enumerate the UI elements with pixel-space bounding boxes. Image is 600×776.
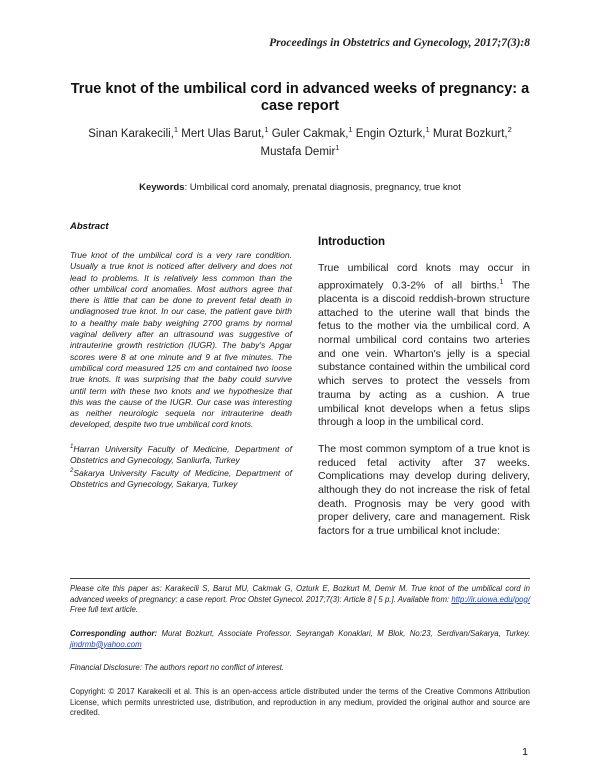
author-affiliation-mark: 2 xyxy=(507,125,512,134)
intro-p1-text: True umbilical cord knots may occur in approximately 0.3-2% of all births. xyxy=(318,262,530,292)
author-affiliation-mark: 1 xyxy=(335,143,340,153)
introduction-paragraph-1 xyxy=(318,262,530,430)
citation-note xyxy=(70,584,530,616)
affiliation-text: Sakarya University Faculty of Medicine, Department of Obstetrics and Gynecology, Sakarya, Turkey xyxy=(70,468,292,490)
author-name: Guler Cakmak, xyxy=(268,127,349,140)
keywords-label: Keywords xyxy=(139,182,185,193)
corresponding-author xyxy=(70,629,530,650)
author-name: Sinan Karakecili, xyxy=(88,127,174,140)
author-name: Murat Bozkurt, xyxy=(429,127,508,140)
journal-citation-header: Proceedings in Obstetrics and Gynecology, 2017;7(3):8 xyxy=(269,37,530,49)
intro-p1-text-cont: The placenta is a discoid reddish-brown structure attached to the uterine wall that binds the fetus to the mother via the umbilical cord. A normal umbilical cord contains two arteries and one vein. Wharton's jelly is a special substance contained within the umbilical cord which serves to protect the vessels from trauma by acting as a cushion. A true umbilical knot develops when a fetus slips through a loop in the umbilical cord. xyxy=(318,279,531,429)
abstract-body: True knot of the umbilical cord is a very rare condition. Usually a true knot is noticed after delivery and does not lead to problems. It is relatively less common than the other umbilical cord anomalies. Most authors agree that there is little that can be done to prevent fetal death in undiagnosed true knot. In our case, the patient gave birth to a healthy male baby weighing 2700 grams by normal vaginal delivery after an ultrasound was suggestive of intrauterine growth restriction (IUGR). The baby's Apgar scores were 8 at one minute and 9 at five minutes. The umbilical cord measured 125 cm and contained two loose true knots. It was surprising that the baby could survive until term with these two knots and we hypothesize that this was the cause of the IUGR. Our case was interesting as neither neurologic sequela nor intrauterine death developed, despite two true umbilical cord knots. xyxy=(70,250,292,430)
keywords-line xyxy=(70,182,530,193)
right-column xyxy=(318,236,530,539)
article-title: True knot of the umbilical cord in advanced weeks of pregnancy: a case report xyxy=(70,81,530,114)
author-affiliation-mark: 1 xyxy=(348,125,353,134)
financial-disclosure: Financial Disclosure: The authors report no conflict of interest. xyxy=(70,663,285,672)
citation-mark: 1 xyxy=(499,278,504,286)
footer-divider xyxy=(70,578,530,579)
page-number: 1 xyxy=(522,746,528,758)
corresponding-author-text: Murat Bozkurt, Associate Professor. Seyrangah Konaklari, M Blok, No:23, Serdivan/Sakarya, Turkey. xyxy=(157,629,530,638)
author-name: Mert Ulas Barut, xyxy=(178,127,265,140)
left-column xyxy=(70,221,292,491)
author-affiliation-mark: 1 xyxy=(264,125,269,134)
affiliation-mark: 1 xyxy=(70,443,74,450)
affiliation-mark: 2 xyxy=(70,468,74,475)
copyright-notice: Copyright: © 2017 Karakecili et al. This is an open-access article distributed under the terms of the Creative Commons Attribution License, which permits unrestricted use, distribution, and reproduction in any medium, provided the original author and source are credited. xyxy=(70,687,530,717)
author-affiliation-mark: 1 xyxy=(173,125,179,134)
journal-link[interactable]: http://ir.uiowa.edu/pog/ xyxy=(451,594,530,604)
abstract-heading: Abstract xyxy=(70,221,109,232)
author-list xyxy=(70,123,530,160)
citation-text: Please cite this paper as: Karakecili S, Barut MU, Cakmak G, Ozturk E, Bozkurt M, Demir M. True knot of the umbilical cord in advanced weeks of pregnancy: a case report. Proc Obstet Gynecol. 2017;7(3): Article 8 [ 5 p.]. Available from: xyxy=(70,584,530,604)
affiliations xyxy=(70,442,292,491)
author-affiliation-mark: 1 xyxy=(425,125,430,134)
author-email-link[interactable]: jindrmb@yahoo.com xyxy=(70,639,142,649)
affiliation-text: Harran University Faculty of Medicine, Department of Obstetrics and Gynecology, Sanliurfa, Turkey xyxy=(70,443,292,465)
citation-tail: Free full text article. xyxy=(70,605,139,614)
corresponding-author-label: Corresponding author: xyxy=(70,629,158,638)
introduction-paragraph-2: The most common symptom of a true knot is reduced fetal activity after 37 weeks. Complications may develop during delivery, although they do not increase the risk of fetal death. Prognosis may be very good with proper delivery, care and management. Risk factors for a true umbilical knot include: xyxy=(318,442,530,538)
author-name: Engin Ozturk, xyxy=(352,127,426,140)
author-name: Mustafa Demir xyxy=(260,146,336,159)
introduction-heading: Introduction xyxy=(318,236,386,248)
keywords-text: : Umbilical cord anomaly, prenatal diagnosis, pregnancy, true knot xyxy=(184,182,461,193)
